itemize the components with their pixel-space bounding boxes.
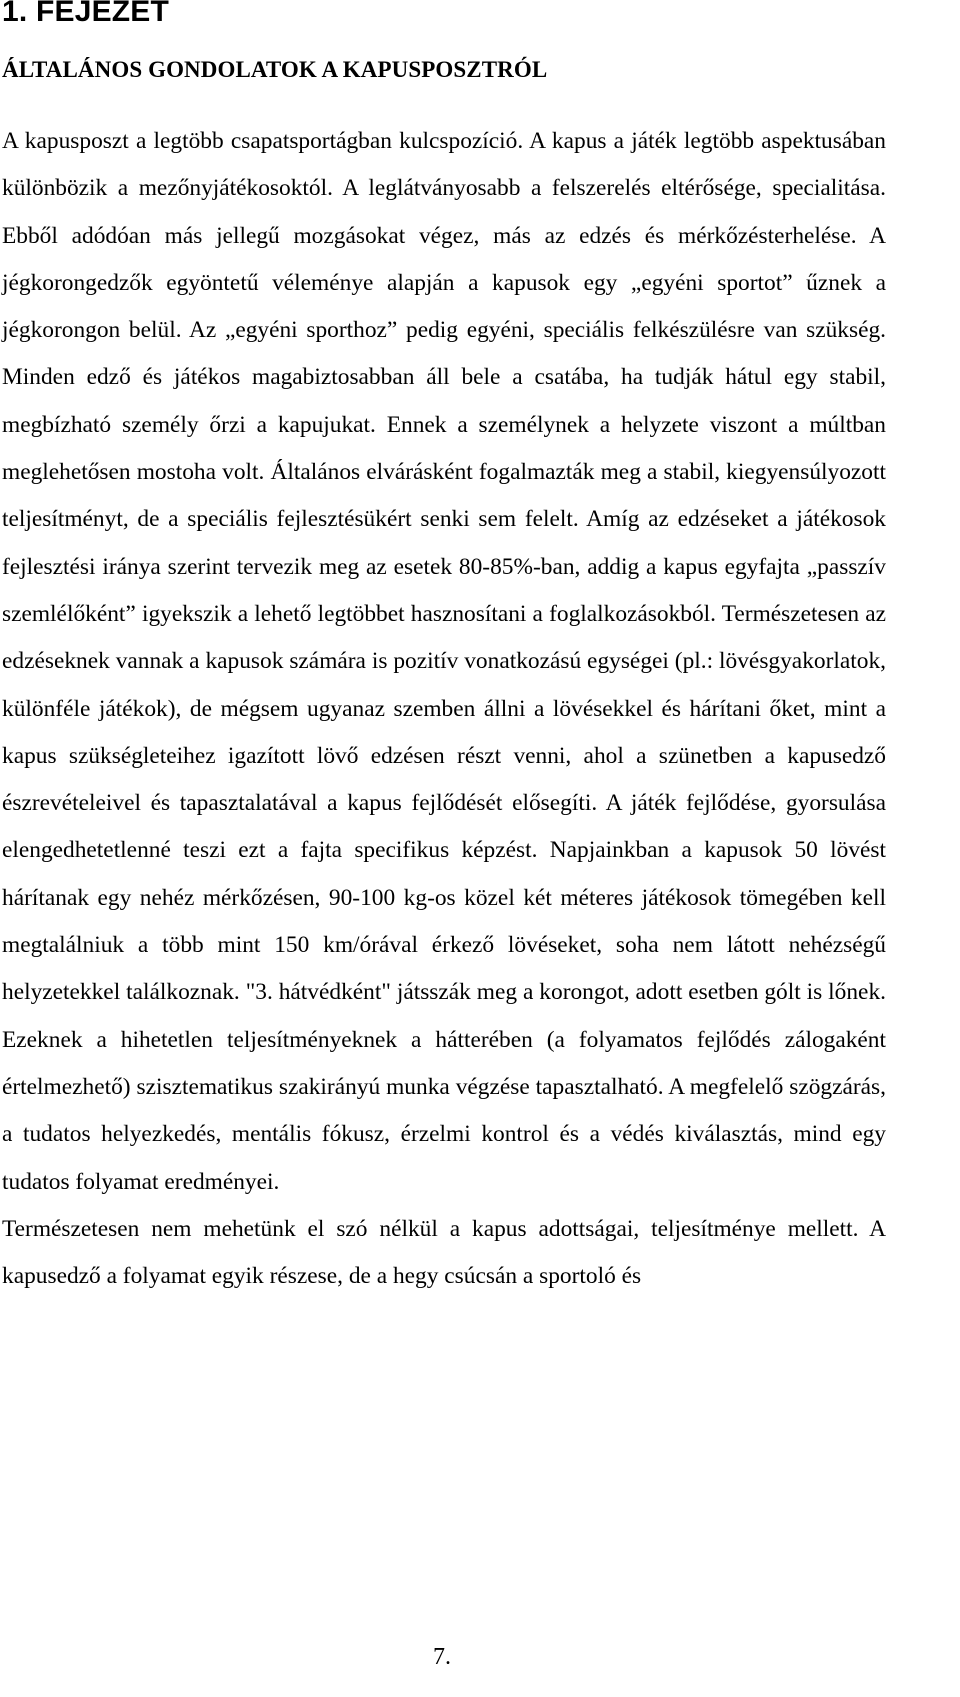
chapter-title: ÁLTALÁNOS GONDOLATOK A KAPUSPOSZTRÓL bbox=[2, 57, 548, 82]
paragraph-1: A kapusposzt a legtöbb csapatsportágban kulcspozíció. A kapus a játék legtöbb aspektusában különbözik a mezőnyjátékosoktól. A leglátványosabb a felszerelés eltérősége, specialitása. Ebből adódóan más jellegű mozgásokat végez, más az edzés és mérkőzésterhelése. A jégkorongedzők egyöntetű véleménye alapján a kapusok egy „egyéni sportot” űznek a jégkorongon belül. Az „egyéni sporthoz” pedig egyéni, speciális felkészülésre van szükség. Minden edző és játékos magabiztosabban áll bele a csatába, ha tudják hátul egy stabil, megbízható személy őrzi a kapujukat. Ennek a személynek a helyzete viszont a múltban meglehetősen mostoha volt. Általános elvárásként fogalmazták meg a stabil, kiegyensúlyozott teljesítményt, de a speciális fejlesztésükért senki sem felelt. Amíg az edzéseket a játékosok fejlesztési iránya szerint tervezik meg az esetek 80-85%-ban, addig a kapus egyfajta „passzív szemlélőként” igyekszik a lehető legtöbbet hasznosítani a foglalkozásokból. Természetesen az edzéseknek vannak a kapusok számára is pozitív vonatkozású egységei (pl.: lövésgyakorlatok, különféle játékok), de mégsem ugyanaz szemben állni a lövésekkel és hárítani őket, mint a kapus szükségleteihez igazított lövő edzésen részt venni, ahol a szünetben a kapusedző észrevételeivel és tapasztalatával a kapus fejlődését elősegíti. A játék fejlődése, gyorsulása elengedhetetlenné teszi ezt a fajta specifikus képzést. Napjainkban a kapusok 50 lövést hárítanak egy nehéz mérkőzésen, 90-100 kg-os közel két méteres játékosok tömegében kell megtalálniuk a több mint 150 km/órával érkező lövéseket, soha nem látott nehézségű helyzetekkel találkoznak. "3. hátvédként" játsszák meg a korongot, adott esetben gólt is lőnek. Ezeknek a hihetetlen teljesítményeknek a hátterében (a folyamatos fejlődés zálogaként értelmezhető) szisztematikus szakirányú munka végzése tapasztalható. A megfelelő szögzárás, a tudatos helyezkedés, mentális fókusz, érzelmi kontrol és a védés kiválasztás, mind egy tudatos folyamat eredményei. bbox=[2, 128, 886, 1195]
body-text bbox=[2, 118, 886, 1300]
paragraph-2: Természetesen nem mehetünk el szó nélkül a kapus adottságai, teljesítménye mellett. A kapusedző a folyamat egyik részese, de a hegy csúcsán a sportoló és bbox=[2, 1215, 886, 1290]
chapter-number: 1. FEJEZET bbox=[2, 0, 170, 28]
page-number: 7. bbox=[433, 1644, 451, 1670]
